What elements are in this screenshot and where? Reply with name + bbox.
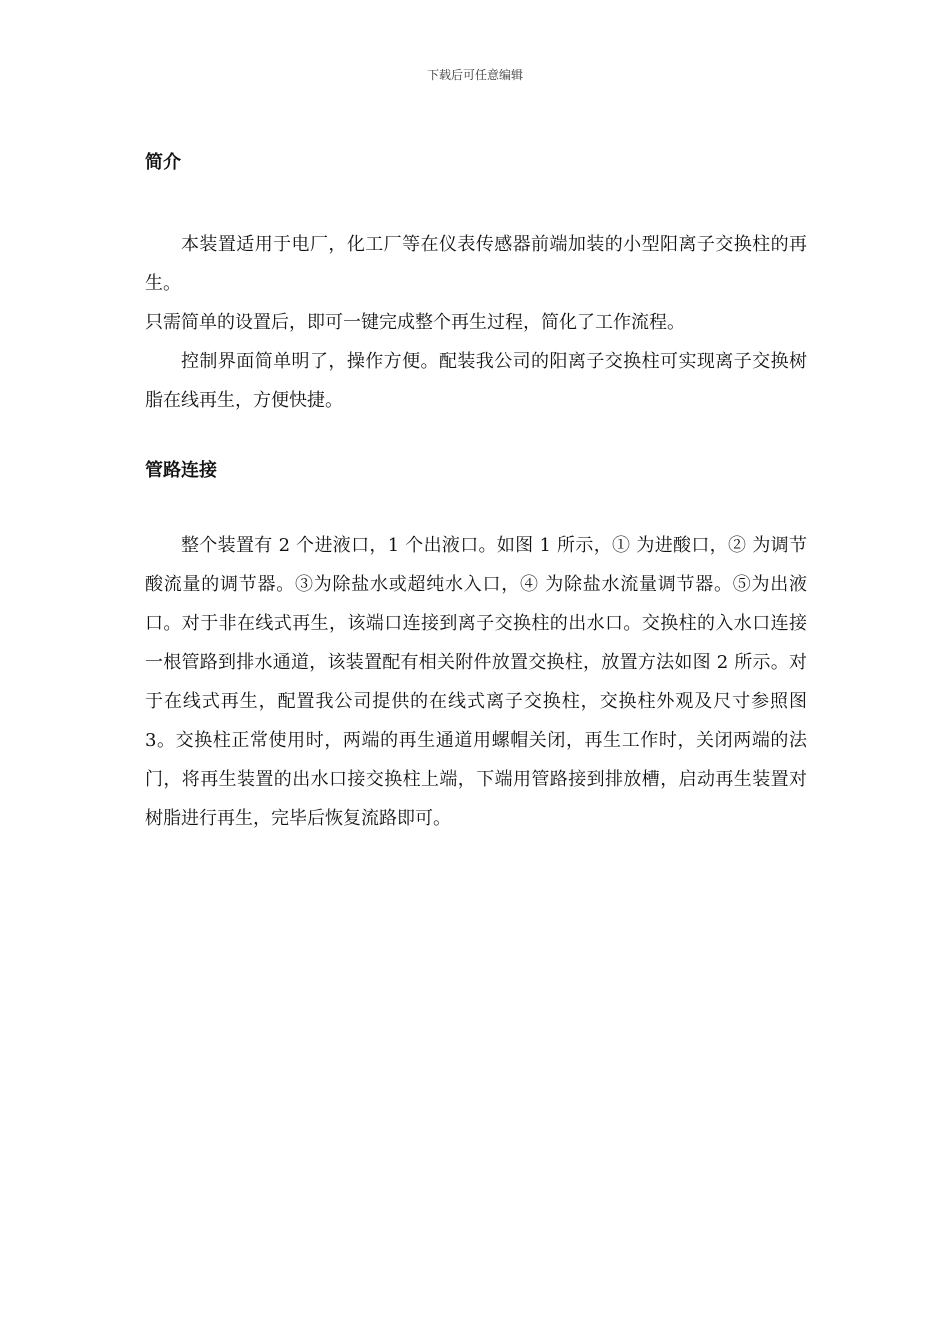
section-title-intro: 简介 — [145, 152, 181, 173]
page-header-note: 下载后可任意编辑 — [426, 68, 523, 82]
intro-paragraph-2: 只需简单的设置后，即可一键完成整个再生过程，简化了工作流程。 — [145, 312, 685, 333]
section-title-piping: 管路连接 — [145, 460, 217, 481]
intro-paragraph-3: 控制界面简单明了，操作方便。配装我公司的阳离子交换柱可实现离子交换树脂在线再生，方便快捷。 — [145, 351, 807, 411]
document-body — [145, 148, 807, 838]
piping-paragraph-1: 整个装置有 2 个进液口，1 个出液口。如图 1 所示，① 为进酸口，② 为调节酸流量的调节器。③为除盐水或超纯水入口，④ 为除盐水流量调节器。⑤为出液口。对于非在线式再生，该端口连接到离子交换柱的出水口。交换柱的入水口连接一根管路到排水通道，该装置配有相关附件放置交换柱，放置方法如图 2 所示。对于在线式再生，配置我公司提供的在线式离子交换柱，交换柱外观及尺寸参照图 3。交换柱正常使用时，两端的再生通道用螺帽关闭，再生工作时，关闭两端的法门，将再生装置的出水口接交换柱上端，下端用管路接到排放槽，启动再生装置对树脂进行再生，完毕后恢复流路即可。 — [145, 535, 807, 829]
intro-paragraph-1: 本装置适用于电厂，化工厂等在仪表传感器前端加装的小型阳离子交换柱的再生。 — [145, 234, 807, 294]
